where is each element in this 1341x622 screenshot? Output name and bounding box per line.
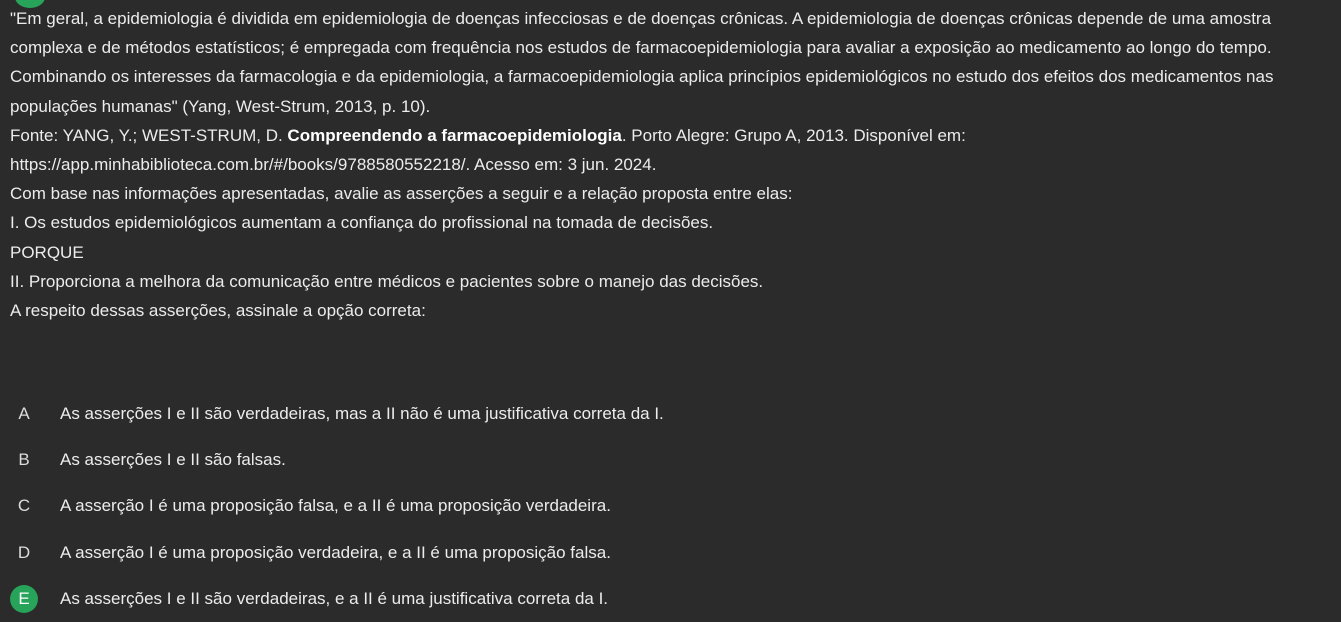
question-body — [10, 4, 1330, 325]
option-letter: E — [10, 585, 38, 613]
answer-options — [10, 391, 1330, 622]
source-suffix: . Porto Alegre: Grupo A, 2013. Disponível em: — [621, 125, 966, 145]
option-text: A asserção I é uma proposição falsa, e a II é uma proposição verdadeira. — [60, 496, 611, 516]
option-d[interactable] — [10, 530, 1330, 576]
assertion-2: II. Proporciona a melhora da comunicação entre médicos e pacientes sobre o manejo das decisões. — [10, 271, 764, 291]
option-letter: A — [18, 404, 30, 424]
option-text: A asserção I é uma proposição verdadeira, e a II é uma proposição falsa. — [60, 542, 611, 562]
question-prompt: A respeito dessas asserções, assinale a opção correta: — [10, 301, 426, 321]
source-prefix: Fonte: YANG, Y.; WEST-STRUM, D. — [10, 125, 288, 145]
assertion-1: I. Os estudos epidemiológicos aumentam a confiança do profissional na tomada de decisões. — [10, 213, 714, 233]
source-url-line: https://app.minhabiblioteca.com.br/#/books/9788580552218/. Acesso em: 3 jun. 2024. — [10, 155, 657, 175]
option-text: As asserções I e II são verdadeiras, mas a II não é uma justificativa correta da I. — [60, 404, 664, 424]
option-letter: D — [17, 542, 31, 562]
instruction-text: Com base nas informações apresentadas, avalie as asserções a seguir e a relação proposta entre elas: — [10, 184, 793, 204]
question-paragraph: "Em geral, a epidemiologia é dividida em epidemiologia de doenças infecciosas e de doenças crônicas. A epidemiologia de doenças crônicas depende de uma amostra complexa e de métodos estatísticos; é empregada com frequência nos estudos de farmacoepidemiologia para avaliar a exposição ao medicamento ao longo do tempo. Combinando os interesses da farmacologia e da epidemiologia, a farmacoepidemiologia aplica princípios epidemiológicos no estudo dos efeitos dos medicamentos nas populações humanas" (Yang, West-Strum, 2013, p. 10). — [10, 9, 1274, 116]
option-text: As asserções I e II são falsas. — [60, 450, 286, 470]
option-c[interactable] — [10, 483, 1330, 529]
option-letter: C — [17, 496, 31, 516]
option-b[interactable] — [10, 437, 1330, 483]
option-text: As asserções I e II são verdadeiras, e a II é uma justificativa correta da I. — [60, 588, 609, 608]
connector-text: PORQUE — [10, 242, 84, 262]
option-e[interactable] — [10, 576, 1330, 622]
option-a[interactable] — [10, 391, 1330, 437]
source-citation — [10, 121, 1330, 150]
source-title: Compreendendo a farmacoepidemiologia — [287, 125, 622, 145]
option-letter: B — [18, 450, 30, 470]
